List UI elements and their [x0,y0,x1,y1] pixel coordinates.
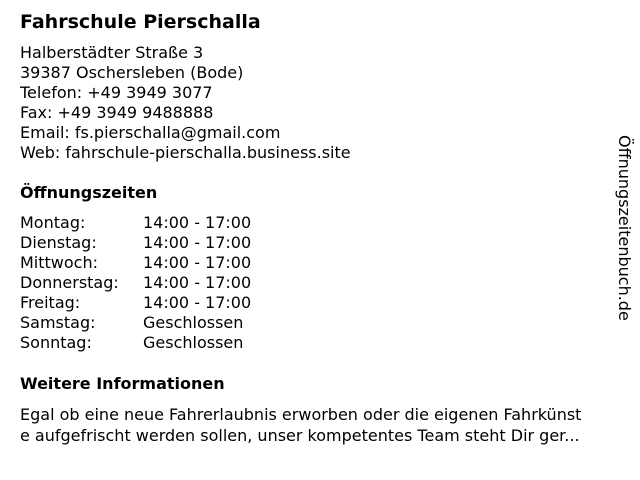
brand-watermark: Öffnungszeitenbuch.de [615,135,634,321]
fax-line: Fax: +49 3949 9488888 [20,103,214,122]
opening-hours-heading: Öffnungszeiten [20,183,158,202]
hours-day: Samstag: [20,313,96,332]
further-info-text [20,404,628,446]
hours-row-wednesday [20,253,251,273]
hours-day: Donnerstag: [20,273,119,292]
hours-day: Sonntag: [20,333,92,352]
hours-time: Geschlossen [143,333,244,352]
further-info-line: Egal ob eine neue Fahrerlaubnis erworben oder die eigenen Fahrkünst [20,405,582,424]
email-line: Email: fs.pierschalla@gmail.com [20,123,281,142]
hours-day: Freitag: [20,293,81,312]
hours-time: Geschlossen [143,313,244,332]
hours-time: 14:00 - 17:00 [143,273,252,292]
web-line: Web: fahrschule-pierschalla.business.site [20,143,351,162]
phone-line: Telefon: +49 3949 3077 [20,83,213,102]
city-line: 39387 Oschersleben (Bode) [20,63,244,82]
opening-hours-table [20,213,251,353]
address-block [20,43,351,163]
hours-time: 14:00 - 17:00 [143,213,252,232]
hours-row-monday [20,213,251,233]
hours-day: Mittwoch: [20,253,98,272]
hours-time: 14:00 - 17:00 [143,253,252,272]
hours-time: 14:00 - 17:00 [143,293,252,312]
hours-time: 14:00 - 17:00 [143,233,252,252]
further-info-line: e aufgefrischt werden sollen, unser kompetentes Team steht Dir ger... [20,426,580,445]
business-name: Fahrschule Pierschalla [20,11,261,33]
street-line: Halberstädter Straße 3 [20,43,204,62]
hours-row-tuesday [20,233,251,253]
hours-row-friday [20,293,251,313]
hours-day: Montag: [20,213,86,232]
hours-row-thursday [20,273,251,293]
hours-day: Dienstag: [20,233,97,252]
hours-row-saturday [20,313,251,333]
further-info-heading: Weitere Informationen [20,374,225,393]
hours-row-sunday [20,333,251,353]
